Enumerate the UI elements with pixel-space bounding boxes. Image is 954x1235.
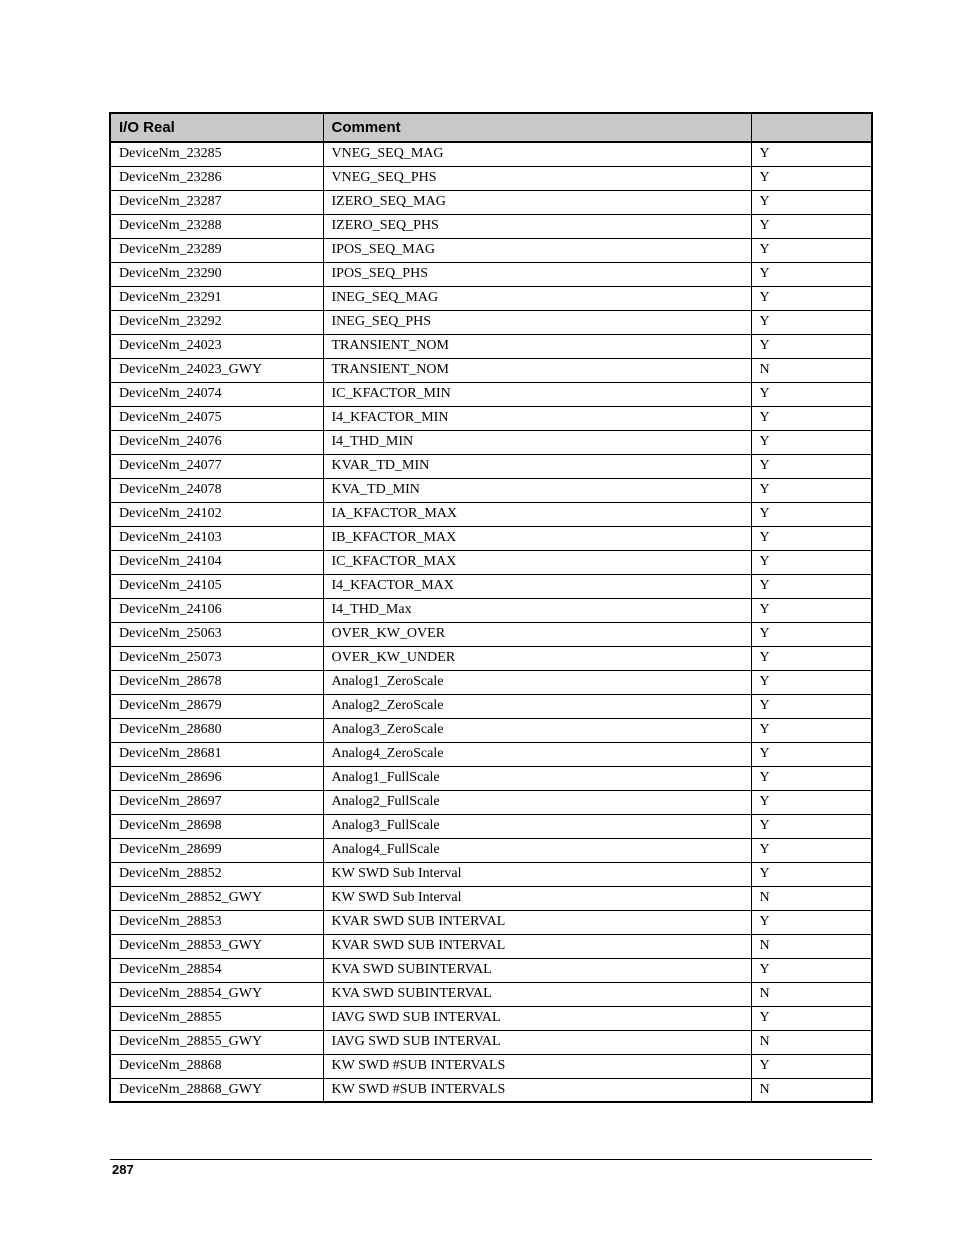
cell-flag: Y — [751, 910, 872, 934]
cell-comment: KW SWD #SUB INTERVALS — [323, 1054, 751, 1078]
cell-comment: I4_THD_MIN — [323, 430, 751, 454]
cell-comment: IC_KFACTOR_MAX — [323, 550, 751, 574]
table-row — [110, 622, 872, 646]
table-row — [110, 526, 872, 550]
cell-flag: Y — [751, 1006, 872, 1030]
table-row — [110, 982, 872, 1006]
cell-comment: KVA SWD SUBINTERVAL — [323, 982, 751, 1006]
table-row — [110, 958, 872, 982]
cell-comment: Analog4_ZeroScale — [323, 742, 751, 766]
cell-flag: N — [751, 358, 872, 382]
cell-flag: Y — [751, 142, 872, 166]
cell-io-real: DeviceNm_24074 — [110, 382, 323, 406]
cell-flag: N — [751, 934, 872, 958]
table-row — [110, 166, 872, 190]
cell-flag: Y — [751, 166, 872, 190]
cell-comment: VNEG_SEQ_PHS — [323, 166, 751, 190]
table-row — [110, 550, 872, 574]
cell-io-real: DeviceNm_28681 — [110, 742, 323, 766]
cell-comment: IPOS_SEQ_PHS — [323, 262, 751, 286]
cell-io-real: DeviceNm_28680 — [110, 718, 323, 742]
table-row — [110, 670, 872, 694]
cell-comment: IPOS_SEQ_MAG — [323, 238, 751, 262]
cell-io-real: DeviceNm_28852 — [110, 862, 323, 886]
table-row — [110, 382, 872, 406]
cell-io-real: DeviceNm_28853_GWY — [110, 934, 323, 958]
cell-io-real: DeviceNm_24102 — [110, 502, 323, 526]
table-row — [110, 598, 872, 622]
cell-io-real: DeviceNm_28868_GWY — [110, 1078, 323, 1102]
cell-flag: Y — [751, 430, 872, 454]
cell-io-real: DeviceNm_28854 — [110, 958, 323, 982]
cell-comment: IAVG SWD SUB INTERVAL — [323, 1030, 751, 1054]
table-row — [110, 862, 872, 886]
cell-io-real: DeviceNm_23287 — [110, 190, 323, 214]
cell-flag: Y — [751, 502, 872, 526]
cell-flag: Y — [751, 478, 872, 502]
cell-io-real: DeviceNm_24078 — [110, 478, 323, 502]
cell-io-real: DeviceNm_28855 — [110, 1006, 323, 1030]
cell-flag: Y — [751, 286, 872, 310]
cell-flag: Y — [751, 334, 872, 358]
table-body — [110, 142, 872, 1102]
cell-comment: Analog3_ZeroScale — [323, 718, 751, 742]
cell-io-real: DeviceNm_23285 — [110, 142, 323, 166]
cell-flag: Y — [751, 670, 872, 694]
cell-comment: IZERO_SEQ_PHS — [323, 214, 751, 238]
cell-comment: KW SWD #SUB INTERVALS — [323, 1078, 751, 1102]
cell-io-real: DeviceNm_24103 — [110, 526, 323, 550]
cell-flag: Y — [751, 766, 872, 790]
cell-flag: Y — [751, 526, 872, 550]
cell-comment: INEG_SEQ_MAG — [323, 286, 751, 310]
table-row — [110, 1030, 872, 1054]
footer-divider — [110, 1159, 872, 1160]
table-row — [110, 310, 872, 334]
cell-flag: Y — [751, 454, 872, 478]
cell-comment: Analog3_FullScale — [323, 814, 751, 838]
cell-io-real: DeviceNm_23292 — [110, 310, 323, 334]
header-flag — [751, 113, 872, 142]
table-row — [110, 934, 872, 958]
cell-io-real: DeviceNm_28852_GWY — [110, 886, 323, 910]
cell-flag: Y — [751, 790, 872, 814]
table-row — [110, 142, 872, 166]
cell-comment: KW SWD Sub Interval — [323, 862, 751, 886]
table-row — [110, 1006, 872, 1030]
cell-io-real: DeviceNm_28868 — [110, 1054, 323, 1078]
table-row — [110, 574, 872, 598]
table-row — [110, 214, 872, 238]
cell-flag: Y — [751, 814, 872, 838]
table-row — [110, 718, 872, 742]
table-row — [110, 502, 872, 526]
cell-io-real: DeviceNm_24105 — [110, 574, 323, 598]
cell-comment: IAVG SWD SUB INTERVAL — [323, 1006, 751, 1030]
cell-io-real: DeviceNm_25063 — [110, 622, 323, 646]
table-row — [110, 814, 872, 838]
cell-io-real: DeviceNm_24106 — [110, 598, 323, 622]
cell-comment: Analog4_FullScale — [323, 838, 751, 862]
table-row — [110, 886, 872, 910]
cell-comment: Analog1_ZeroScale — [323, 670, 751, 694]
cell-io-real: DeviceNm_24023_GWY — [110, 358, 323, 382]
table-header-row — [110, 113, 872, 142]
table-row — [110, 646, 872, 670]
cell-flag: Y — [751, 310, 872, 334]
cell-comment: IZERO_SEQ_MAG — [323, 190, 751, 214]
cell-comment: Analog1_FullScale — [323, 766, 751, 790]
cell-io-real: DeviceNm_24104 — [110, 550, 323, 574]
table-row — [110, 1054, 872, 1078]
table-row — [110, 334, 872, 358]
cell-io-real: DeviceNm_23291 — [110, 286, 323, 310]
cell-flag: N — [751, 1030, 872, 1054]
cell-comment: VNEG_SEQ_MAG — [323, 142, 751, 166]
cell-flag: N — [751, 1078, 872, 1102]
table-row — [110, 190, 872, 214]
cell-comment: KVAR SWD SUB INTERVAL — [323, 910, 751, 934]
cell-comment: I4_THD_Max — [323, 598, 751, 622]
cell-comment: Analog2_ZeroScale — [323, 694, 751, 718]
cell-comment: IC_KFACTOR_MIN — [323, 382, 751, 406]
page-number: 287 — [112, 1162, 134, 1177]
cell-flag: Y — [751, 190, 872, 214]
table-row — [110, 358, 872, 382]
cell-comment: I4_KFACTOR_MAX — [323, 574, 751, 598]
header-comment: Comment — [323, 113, 751, 142]
cell-flag: Y — [751, 862, 872, 886]
cell-io-real: DeviceNm_25073 — [110, 646, 323, 670]
cell-io-real: DeviceNm_28697 — [110, 790, 323, 814]
table-row — [110, 478, 872, 502]
cell-io-real: DeviceNm_28679 — [110, 694, 323, 718]
cell-flag: Y — [751, 694, 872, 718]
cell-comment: TRANSIENT_NOM — [323, 334, 751, 358]
cell-flag: Y — [751, 550, 872, 574]
cell-flag: Y — [751, 742, 872, 766]
io-real-table — [109, 112, 873, 1103]
table-row — [110, 454, 872, 478]
cell-comment: OVER_KW_UNDER — [323, 646, 751, 670]
table-row — [110, 694, 872, 718]
table-row — [110, 430, 872, 454]
cell-io-real: DeviceNm_28699 — [110, 838, 323, 862]
cell-flag: Y — [751, 406, 872, 430]
cell-comment: INEG_SEQ_PHS — [323, 310, 751, 334]
cell-comment: TRANSIENT_NOM — [323, 358, 751, 382]
table-row — [110, 262, 872, 286]
cell-flag: N — [751, 886, 872, 910]
cell-flag: Y — [751, 838, 872, 862]
cell-flag: Y — [751, 598, 872, 622]
header-io-real: I/O Real — [110, 113, 323, 142]
cell-io-real: DeviceNm_28853 — [110, 910, 323, 934]
cell-io-real: DeviceNm_28854_GWY — [110, 982, 323, 1006]
cell-comment: IB_KFACTOR_MAX — [323, 526, 751, 550]
cell-flag: Y — [751, 574, 872, 598]
cell-io-real: DeviceNm_28855_GWY — [110, 1030, 323, 1054]
cell-io-real: DeviceNm_24077 — [110, 454, 323, 478]
table-row — [110, 238, 872, 262]
cell-flag: Y — [751, 262, 872, 286]
cell-io-real: DeviceNm_23289 — [110, 238, 323, 262]
cell-io-real: DeviceNm_23288 — [110, 214, 323, 238]
cell-flag: Y — [751, 214, 872, 238]
cell-flag: Y — [751, 718, 872, 742]
cell-comment: KW SWD Sub Interval — [323, 886, 751, 910]
table-row — [110, 1078, 872, 1102]
cell-io-real: DeviceNm_24075 — [110, 406, 323, 430]
cell-flag: Y — [751, 238, 872, 262]
cell-io-real: DeviceNm_23286 — [110, 166, 323, 190]
cell-io-real: DeviceNm_23290 — [110, 262, 323, 286]
cell-comment: OVER_KW_OVER — [323, 622, 751, 646]
table-row — [110, 790, 872, 814]
table-row — [110, 838, 872, 862]
cell-comment: KVA SWD SUBINTERVAL — [323, 958, 751, 982]
cell-io-real: DeviceNm_28696 — [110, 766, 323, 790]
table-row — [110, 406, 872, 430]
cell-comment: Analog2_FullScale — [323, 790, 751, 814]
table-row — [110, 742, 872, 766]
cell-io-real: DeviceNm_28678 — [110, 670, 323, 694]
cell-flag: N — [751, 982, 872, 1006]
cell-comment: I4_KFACTOR_MIN — [323, 406, 751, 430]
table-row — [110, 910, 872, 934]
cell-io-real: DeviceNm_24023 — [110, 334, 323, 358]
cell-comment: KVAR SWD SUB INTERVAL — [323, 934, 751, 958]
cell-flag: Y — [751, 622, 872, 646]
cell-flag: Y — [751, 646, 872, 670]
table-row — [110, 766, 872, 790]
table-row — [110, 286, 872, 310]
cell-flag: Y — [751, 382, 872, 406]
cell-flag: Y — [751, 958, 872, 982]
cell-io-real: DeviceNm_28698 — [110, 814, 323, 838]
cell-io-real: DeviceNm_24076 — [110, 430, 323, 454]
cell-comment: IA_KFACTOR_MAX — [323, 502, 751, 526]
cell-comment: KVA_TD_MIN — [323, 478, 751, 502]
cell-comment: KVAR_TD_MIN — [323, 454, 751, 478]
cell-flag: Y — [751, 1054, 872, 1078]
